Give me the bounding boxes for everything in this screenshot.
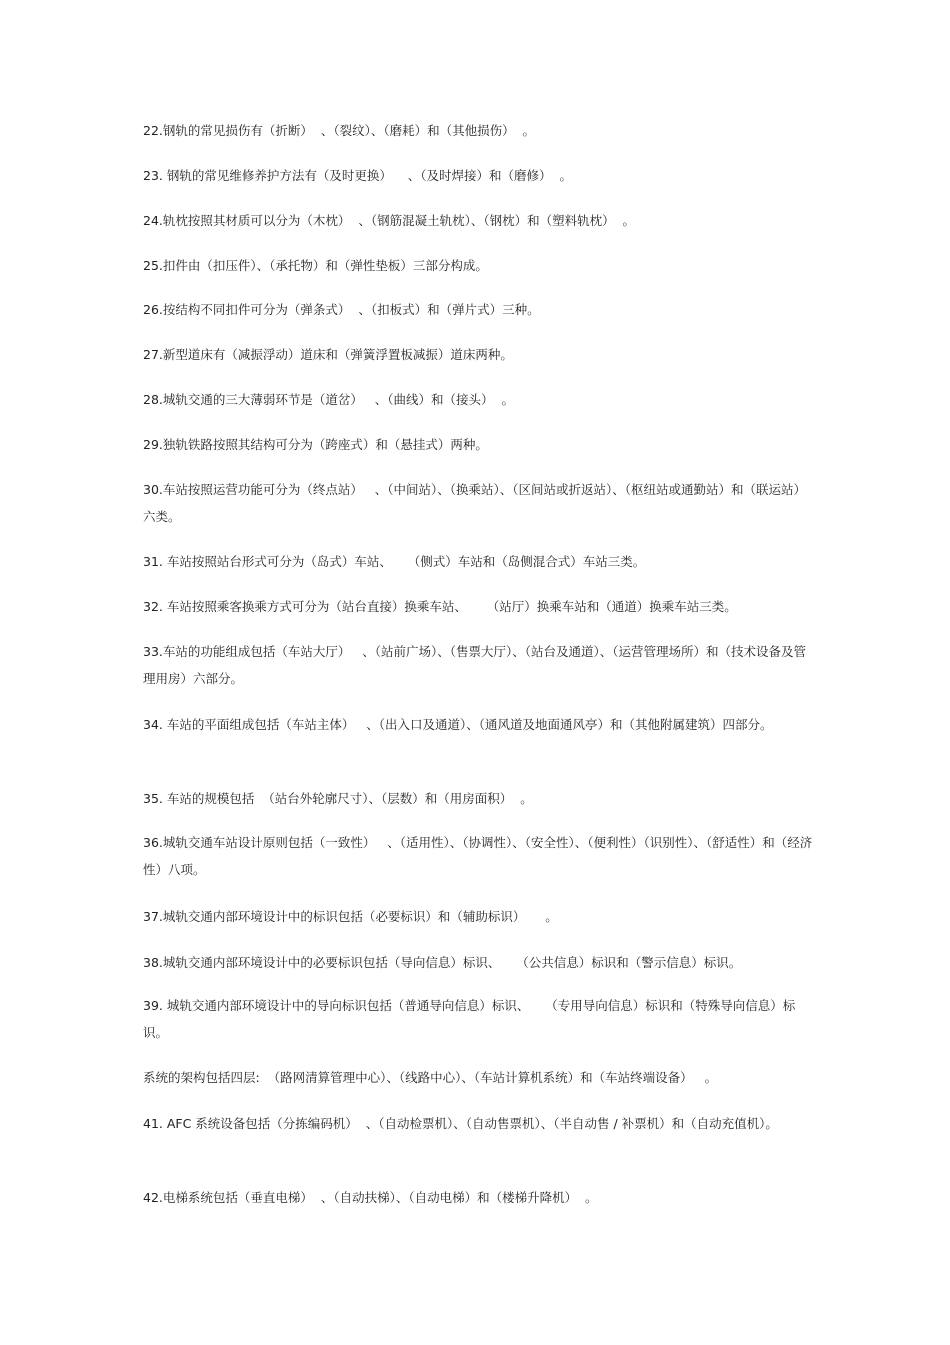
question-29: 29.独轨铁路按照其结构可分为（跨座式）和（悬挂式）两种。 — [143, 437, 488, 452]
question-28: 28.城轨交通的三大薄弱环节是（道岔） 、（曲线）和（接头） 。 — [143, 392, 514, 407]
question-22: 22.钢轨的常见损伤有（折断） 、（裂纹）、（磨耗）和（其他损伤） 。 — [143, 123, 536, 138]
question-36: 36.城轨交通车站设计原则包括（一致性） 、（适用性）、（协调性）、（安全性）、（便利性）（识别性）、（舒适性）和（经济性）八项。 — [143, 835, 813, 877]
question-24: 24.轨枕按照其材质可以分为（木枕） 、（钢筋混凝土轨枕）、（钢枕）和（塑料轨枕） 。 — [143, 213, 636, 228]
question-30: 30.车站按照运营功能可分为（终点站） 、（中间站）、（换乘站）、（区间站或折返站）、（枢纽站或通勤站）和（联运站）六类。 — [143, 482, 807, 524]
question-38: 38.城轨交通内部环境设计中的必要标识包括（导向信息）标识、 （公共信息）标识和（警示信息）标识。 — [143, 955, 742, 970]
question-31: 31. 车站按照站台形式可分为（岛式）车站、 （侧式）车站和（岛侧混合式）车站三类。 — [143, 554, 646, 569]
question-42: 42.电梯系统包括（垂直电梯） 、（自动扶梯）、（自动电梯）和（楼梯升降机） 。 — [143, 1190, 598, 1205]
question-39: 39. 城轨交通内部环境设计中的导向标识包括（普通导向信息）标识、 （专用导向信息）标识和（特殊导向信息）标识。 — [143, 998, 796, 1040]
question-25: 25.扣件由（扣压件）、（承托物）和（弹性垫板）三部分构成。 — [143, 258, 488, 273]
question-33: 33.车站的功能组成包括（车站大厅） 、（站前广场）、（售票大厅）、（站台及通道）、（运营管理场所）和（技术设备及管理用房）六部分。 — [143, 644, 807, 686]
question-40: 系统的架构包括四层: （路网清算管理中心）、（线路中心）、（车站计算机系统）和（车站终端设备） 。 — [143, 1070, 718, 1085]
question-27: 27.新型道床有（减振浮动）道床和（弹簧浮置板减振）道床两种。 — [143, 347, 513, 362]
question-35: 35. 车站的规模包括 （站台外轮廓尺寸）、（层数）和（用房面积） 。 — [143, 791, 533, 806]
question-34: 34. 车站的平面组成包括（车站主体） 、（出入口及通道）、（通风道及地面通风亭）和（其他附属建筑）四部分。 — [143, 717, 773, 732]
question-37: 37.城轨交通内部环境设计中的标识包括（必要标识）和（辅助标识） 。 — [143, 909, 558, 924]
question-32: 32. 车站按照乘客换乘方式可分为（站台直接）换乘车站、 （站厅）换乘车站和（通道）换乘车站三类。 — [143, 599, 737, 614]
question-26: 26.按结构不同扣件可分为（弹条式） 、（扣板式）和（弹片式）三种。 — [143, 302, 540, 317]
question-23: 23. 钢轨的常见维修养护方法有（及时更换） 、（及时焊接）和（磨修） 。 — [143, 168, 572, 183]
question-41: 41. AFC 系统设备包括（分拣编码机） 、（自动检票机）、（自动售票机）、（半自动售 / 补票机）和（自动充值机）。 — [143, 1116, 778, 1131]
